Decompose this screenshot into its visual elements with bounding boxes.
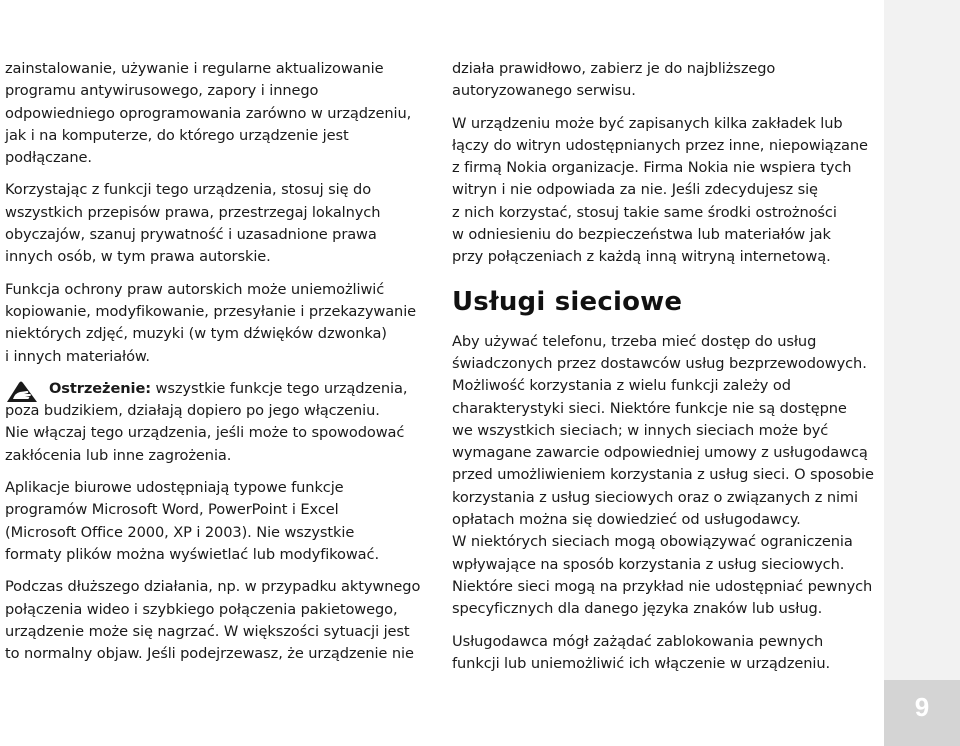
paragraph-legal: Korzystając z funkcji tego urządzenia, stosuj się do wszystkich przepisów prawa, przestrzegaj lokalnych obyczajów, szanuj prywatność i uzasadnione prawa innych osób, w tym prawa autorskie. — [5, 181, 381, 266]
paragraph-antivirus: zainstalowanie, używanie i regularne aktualizowanie programu antywirusowego, zapory i innego odpowiedniego oprogramowania zarówno w urządzeniu, jak i na komputerze, do którego urządzenie jest podłączane. — [5, 60, 412, 167]
paragraph-copyright: Funkcja ochrony praw autorskich może uniemożliwić kopiowanie, modyfikowanie, przesyłanie i przekazywanie niektórych zdjęć, muzyki (w tym dźwięków dzwonka) i innych materiałów. — [5, 280, 417, 365]
left-column — [5, 58, 423, 675]
warning-hand-icon — [5, 380, 39, 404]
warning-note — [5, 378, 423, 467]
warning-text: wszystkie funkcje tego urządzenia, poza budzikiem, działają dopiero po jego włączeniu. Nie włączaj tego urządzenia, jeśli może to spowodować zakłócenia lub inne zagrożenia. — [5, 379, 408, 464]
paragraph-service: działa prawidłowo, zabierz je do najbliższego autoryzowanego serwisu. — [452, 60, 776, 100]
paragraph-bookmarks: W urządzeniu może być zapisanych kilka zakładek lub łączy do witryn udostępnianych przez inne, niepowiązane z firmą Nokia organizacje. Firma Nokia nie wspiera tych witryn i nie odpowiada za nie. Jeśli zdecydujesz się z nich korzystać, stosuj takie same środki ostrożności w odniesieniu do bezpieczeństwa lub materiałów jak przy połączeniach z każdą inną witryną internetową. — [452, 114, 868, 266]
warning-label: Ostrzeżenie: — [49, 379, 151, 397]
right-column — [452, 58, 882, 685]
section-heading: Usługi sieciowe — [452, 286, 683, 317]
page-margin-strip — [884, 0, 960, 746]
page-number: 9 — [914, 692, 930, 722]
paragraph-office-apps: Aplikacje biurowe udostępniają typowe funkcje programów Microsoft Word, PowerPoint i Excel (Microsoft Office 2000, XP i 2003). Nie wszystkie formaty plików można wyświetlać lub modyfikować. — [5, 479, 379, 563]
paragraph-heating: Podczas dłuższego działania, np. w przypadku aktywnego połączenia wideo i szybkiego połączenia pakietowego, urządzenie może się nagrzać. W większości sytuacji jest to normalny objaw. Jeśli podejrzewasz, że urządzenie nie — [5, 578, 421, 663]
paragraph-network-services: Aby używać telefonu, trzeba mieć dostęp do usług świadczonych przez dostawców usług bezprzewodowych. Możliwość korzystania z wielu funkcji zależy od charakterystyki sieci. Niektóre funkcje nie są dostępne we wszystkich sieciach; w innych sieciach może być wymagane zawarcie odpowiedniej umowy z usługodawcą przed umożliwieniem korzystania z usług sieci. O sposobie korzystania z usług sieciowych oraz o związanych z nimi opłatach można się dowiedzieć od usługodawcy. W niektórych sieciach mogą obowiązywać ograniczenia wpływające na sposób korzystania z usług sieciowych. Niektóre sieci mogą na przykład nie udostępniać pewnych specyficznych dla danego języka znaków lub usług. — [452, 332, 874, 618]
paragraph-provider-restrictions: Usługodawca mógł zażądać zablokowania pewnych funkcji lub uniemożliwić ich włączenie w urządzeniu. — [452, 632, 831, 672]
